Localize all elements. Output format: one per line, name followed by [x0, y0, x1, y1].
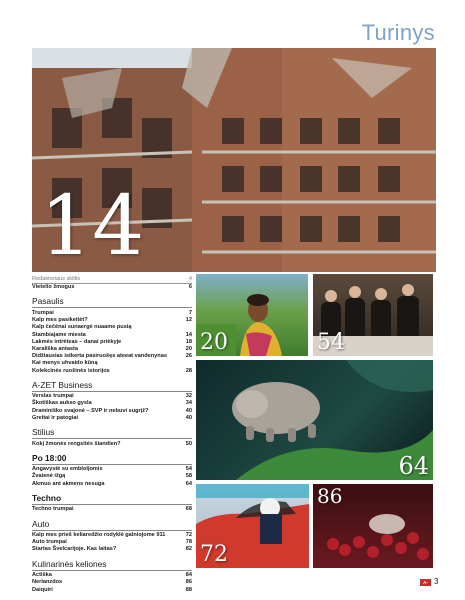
toc-item-title: Angavystė su embloljomis [32, 466, 103, 473]
toc-item-title: Kolekcinės ruošinės istorijos [32, 367, 110, 374]
toc-item[interactable] [32, 346, 192, 353]
toc-item-title: Didžiausias istkerta pasiruošęs ateeat vandenynas [32, 353, 167, 360]
toc-item[interactable] [32, 481, 192, 488]
photo-number-72: 72 [200, 542, 228, 567]
toc-item[interactable] [32, 546, 192, 553]
toc-item-page: 68 [185, 506, 192, 513]
tea-picker-photo[interactable] [196, 274, 308, 356]
toc-item-title: Kalp mes pasikeitėt? [32, 317, 88, 324]
toc-item-page: 26 [185, 353, 192, 360]
toc-item[interactable] [32, 572, 192, 579]
toc-item-title: Vietelio žmogus [32, 284, 75, 291]
toc-item-title: Auto trumpai [32, 539, 67, 546]
toc-item-page: 88 [185, 586, 192, 593]
toc-item-page: 50 [185, 440, 192, 447]
toc-item-page: 34 [185, 400, 192, 407]
toc-item-page: 7 [188, 309, 192, 316]
toc-item-title: Draminiško svajonė – SVP ir nebuvi sugrįž? [32, 407, 149, 414]
toc-item-title: Žvaienė ižgą [32, 473, 66, 480]
section-items [32, 571, 192, 594]
toc-item-page: 6 [188, 284, 192, 291]
photo-number-86: 86 [317, 484, 343, 508]
section-items [32, 308, 192, 374]
toc-item-page: 28 [185, 367, 192, 374]
photo-number-54: 54 [317, 330, 345, 355]
car-photo[interactable] [196, 484, 309, 568]
toc-item[interactable] [32, 317, 192, 324]
toc-item[interactable] [32, 400, 192, 407]
toc-item-page: 54 [185, 466, 192, 473]
toc-item-page: 40 [185, 414, 192, 421]
toc-item[interactable] [32, 368, 192, 375]
section-items [32, 531, 192, 554]
toc-item[interactable] [32, 587, 192, 594]
toc-item-page: 12 [185, 317, 192, 324]
toc-item[interactable] [32, 506, 192, 513]
toc-item-title: Škotiškas aukso gysla [32, 400, 92, 407]
toc-item-page: 40 [185, 407, 192, 414]
table-of-contents [32, 276, 192, 594]
section-items [32, 465, 192, 488]
photo-number-20: 20 [200, 330, 228, 355]
toc-item[interactable] [32, 579, 192, 586]
toc-item-title: Nerlanzdos [32, 579, 63, 586]
toc-item[interactable] [32, 339, 192, 346]
toc-item-title: Daiquiri [32, 586, 53, 593]
section-items [32, 439, 192, 448]
hero-photo[interactable] [32, 48, 436, 272]
section-heading[interactable]: Auto [32, 519, 192, 531]
toc-item-title: Karališka antasta [32, 345, 79, 352]
section-heading[interactable]: Pasaulis [32, 296, 192, 308]
toc-item-page: 78 [185, 539, 192, 546]
toc-item-page: 72 [185, 532, 192, 539]
section-heading[interactable]: Kulinarinės keliones [32, 559, 192, 571]
editorial-label: Redaktoriaus skiltis [32, 276, 81, 282]
page-title: Turinys [361, 20, 435, 45]
section-heading[interactable]: Po 18:00 [32, 453, 192, 465]
toc-item-page: 82 [185, 546, 192, 553]
section-heading[interactable]: Stilius [32, 427, 192, 439]
toc-item-page: 20 [185, 345, 192, 352]
page-number: 3 [434, 577, 439, 586]
toc-item-page: 18 [185, 338, 192, 345]
toc-item[interactable] [32, 441, 192, 448]
toc-item[interactable] [32, 324, 192, 331]
toc-item[interactable] [32, 353, 192, 360]
section-heading[interactable]: Techno [32, 493, 192, 505]
toc-item[interactable] [32, 532, 192, 539]
toc-item-title: Lakmės intrėteas – danai priėkyje [32, 338, 122, 345]
toc-item-title: Greitai ir patogiai [32, 414, 79, 421]
toc-item-page: 84 [185, 572, 192, 579]
toc-item-page: 58 [185, 473, 192, 480]
section-heading[interactable]: A-ZET Business [32, 380, 192, 392]
toc-item-page: 14 [185, 331, 192, 338]
photo-number-64: 64 [398, 452, 429, 480]
section-items [32, 392, 192, 422]
toc-item-title: Kokį žmonės rengsitės šiandien? [32, 440, 121, 447]
toc-sections [32, 296, 192, 593]
toc-item-title: Akmuo ant akmens nesuga [32, 480, 105, 487]
toc-item-title: Kalp čečėnai sunaergė nuaame pusią [32, 324, 132, 331]
toc-item-page: 86 [185, 579, 192, 586]
toc-item-title: Startas Švelcarijoje. Kas laitas? [32, 546, 117, 553]
section-items [32, 505, 192, 514]
toc-item-title: Verslas trumpai [32, 393, 74, 400]
tardigrade-photo[interactable] [196, 360, 433, 480]
pomegranate-photo[interactable] [313, 484, 433, 568]
toc-item[interactable] [32, 360, 192, 367]
editorial-row[interactable] [32, 276, 192, 284]
magazine-logo-badge: A-ZET [421, 580, 430, 592]
toc-item-title: Stambiajame miesta [32, 331, 86, 338]
toc-item[interactable] [32, 284, 192, 291]
toc-item-title: Kai menys uhvaido kūną [32, 360, 98, 367]
toc-item-title: Trumpai [32, 309, 54, 316]
meeting-photo[interactable] [313, 274, 433, 356]
toc-item[interactable] [32, 310, 192, 317]
toc-item[interactable] [32, 415, 192, 422]
hero-page-number: 14 [40, 179, 145, 272]
toc-item[interactable] [32, 473, 192, 480]
toc-item-page: 32 [185, 393, 192, 400]
toc-item-title: Actiška [32, 572, 52, 579]
editorial-page: 4 [188, 276, 192, 282]
toc-item-title: Techno trumpai [32, 506, 74, 513]
toc-item[interactable] [32, 332, 192, 339]
toc-item[interactable] [32, 408, 192, 415]
toc-item-title: Kalp mes prieš keliaredžio rodyklė galniojome 911 [32, 532, 166, 539]
toc-item-page: 64 [185, 480, 192, 487]
